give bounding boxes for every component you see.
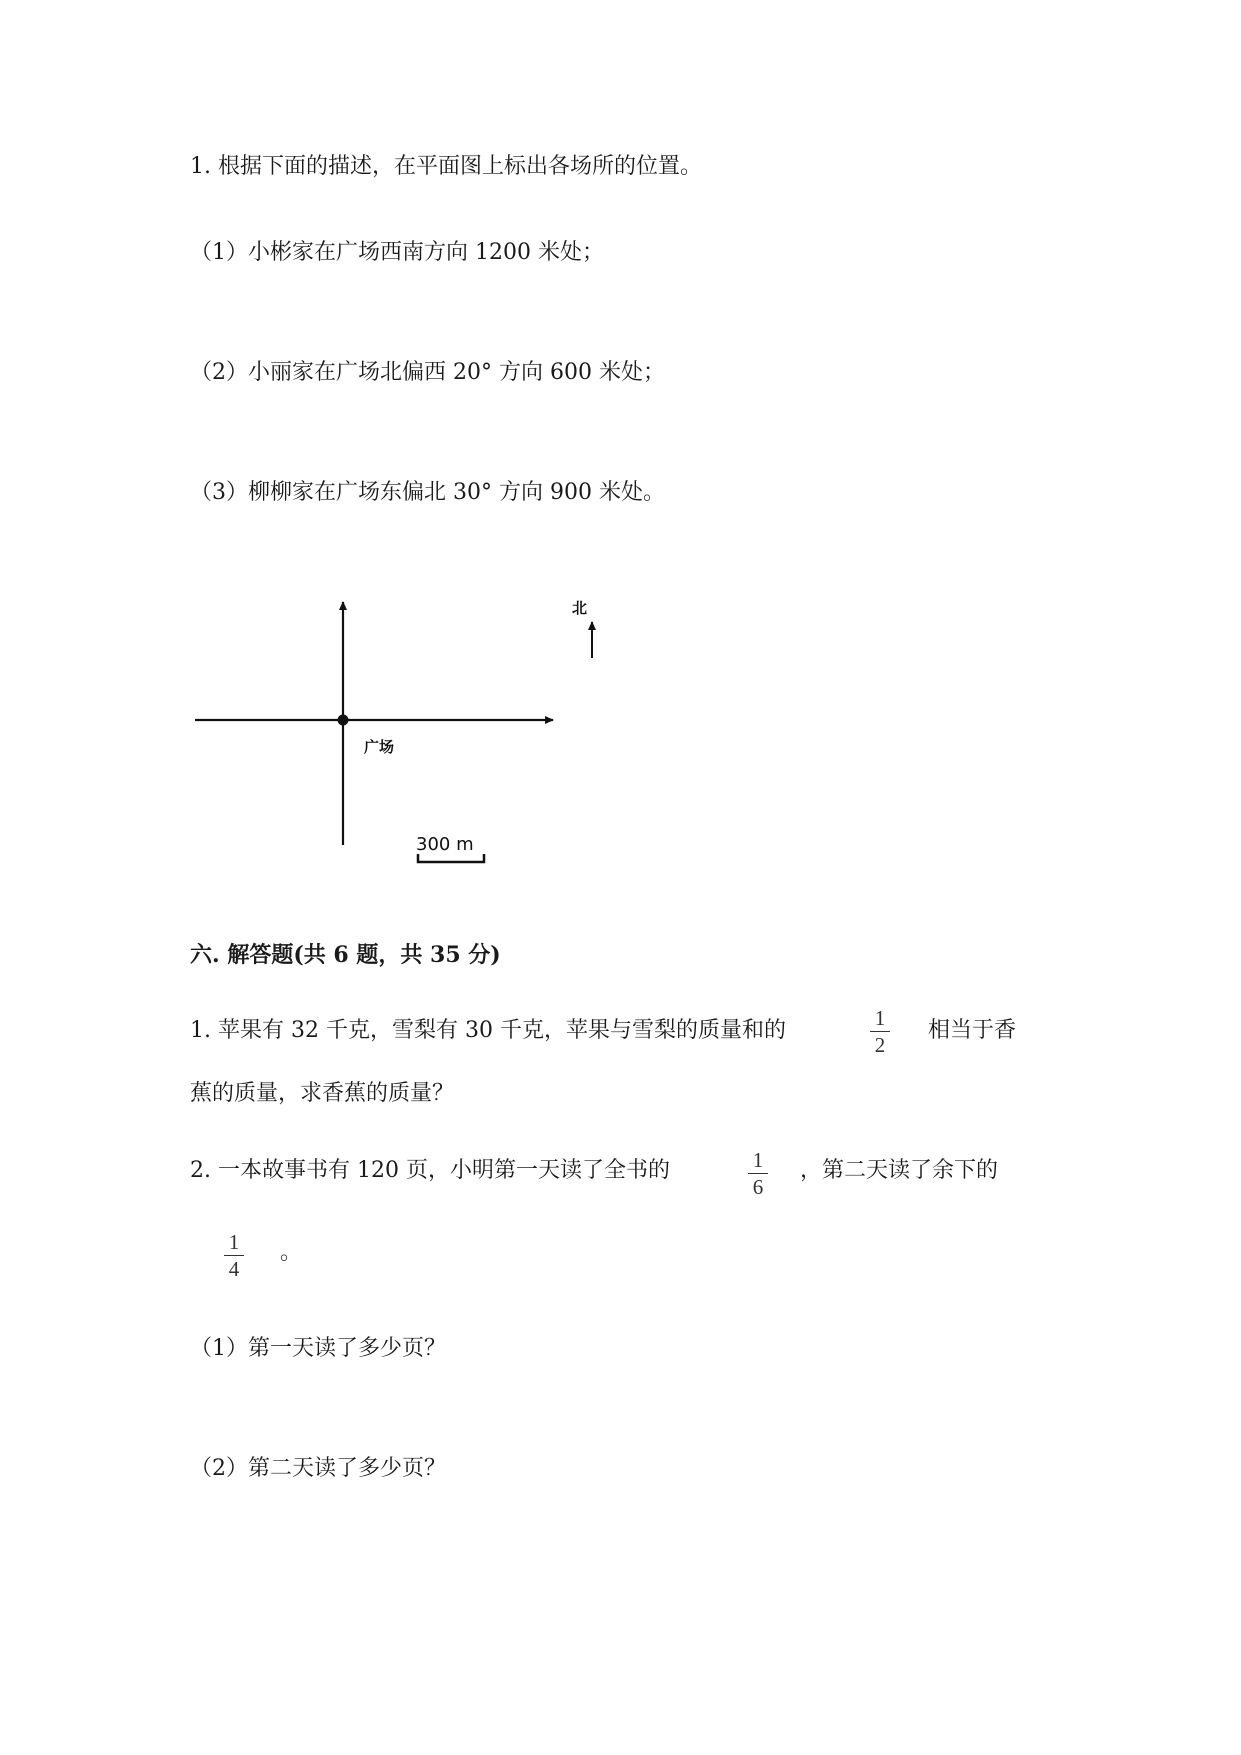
map-item-1: （1）小彬家在广场西南方向 1200 米处； <box>190 240 604 265</box>
q2-frac1-num: 1 <box>752 1148 764 1172</box>
scale-bar <box>418 854 484 862</box>
q2-frac2-num: 1 <box>228 1230 240 1254</box>
q1-text-part1: 1. 苹果有 32 千克，雪梨有 30 千克，苹果与雪梨的质量和的 <box>190 1018 786 1043</box>
q2-text-part2: ，第二天读了余下的 <box>800 1158 999 1183</box>
map-item-3: （3）柳柳家在广场东偏北 30° 方向 900 米处。 <box>190 480 665 505</box>
q2-frac2-den: 4 <box>228 1257 240 1281</box>
fraction-bar <box>870 1031 890 1032</box>
plan-diagram <box>190 590 630 880</box>
q2-text-part1: 2. 一本故事书有 120 页，小明第一天读了全书的 <box>190 1158 670 1183</box>
q1-frac-num: 1 <box>874 1006 886 1030</box>
q1-text-part2: 相当于香 <box>928 1018 1017 1043</box>
q1-frac-den: 2 <box>874 1033 886 1057</box>
q2-frac1-den: 6 <box>752 1175 764 1199</box>
square-point <box>338 715 349 726</box>
q2-fraction-2 <box>222 1230 246 1281</box>
q1-text-line2: 蕉的质量，求香蕉的质量？ <box>190 1081 455 1106</box>
scale-label: 300 m <box>416 834 474 855</box>
q2-text-end: 。 <box>280 1240 303 1265</box>
fraction-bar <box>224 1255 244 1256</box>
map-item-2: （2）小丽家在广场北偏西 20° 方向 600 米处； <box>190 360 665 385</box>
q1-fraction <box>868 1006 892 1057</box>
north-label: 北 <box>572 599 588 617</box>
q2-sub-1: （1）第一天读了多少页？ <box>190 1336 446 1361</box>
q2-sub-2: （2）第二天读了多少页？ <box>190 1456 446 1481</box>
q2-fraction-1 <box>746 1148 770 1199</box>
map-question: 1. 根据下面的描述，在平面图上标出各场所的位置。 <box>190 154 702 179</box>
square-label: 广场 <box>364 738 395 756</box>
section-title: 六. 解答题(共 6 题，共 35 分) <box>190 942 501 968</box>
fraction-bar <box>748 1173 768 1174</box>
